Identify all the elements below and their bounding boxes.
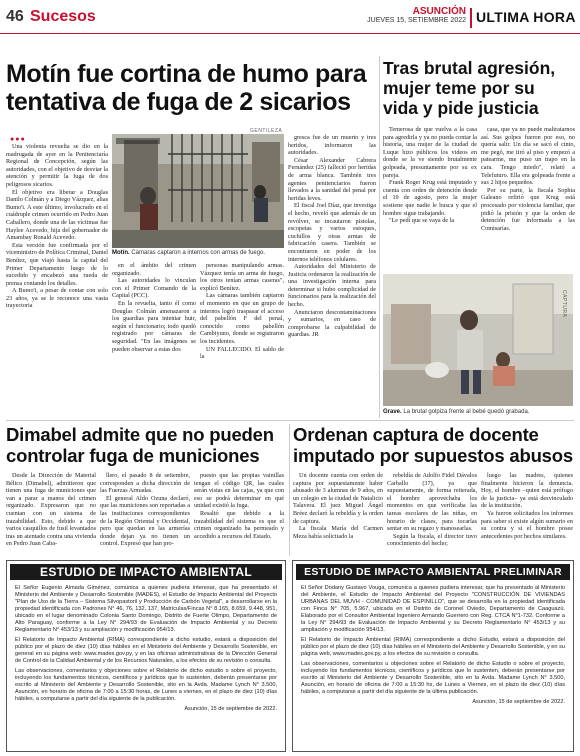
story1-col3-p: UN FALLECIDO. El saldo de la xyxy=(200,345,284,361)
story2-col2-p: casa, que ya no puede maltratarnos así. Sus golpes fueron por eso, no quería salir. Un día se sacó el cinto, me pegó, me tiró al piso y empezó a patearme, me puso un trapo en la cara. Tengo miedo", relató a Telefuturo. Ella era golpeada frente a sus 2 hijos pequeños. xyxy=(481,126,575,187)
story4-headline-line1: Ordenan captura de docente xyxy=(293,424,539,445)
story2-headline-line1: Tras brutal agresión, xyxy=(383,58,556,78)
story1-col4-p: gresca fue de un muerto y tres heridos, informaron las autoridades. xyxy=(288,134,376,157)
notice2-title: ESTUDIO DE IMPACTO AMBIENTAL PRELIMINAR xyxy=(296,564,570,580)
story1-caption xyxy=(112,250,284,256)
story1-col2-p: Las autoridades lo vinculan con el Primer Comando de la Capital (PCC). xyxy=(112,277,196,300)
story1-col4-p: Anunciaron descontaminaciones y sumarios, en caso de comprobarse la culpabilidad de guardias. JR xyxy=(288,308,376,339)
story2-photo-credit: CAPTURA xyxy=(561,290,567,318)
notice2-paragraph: El Señor Dodany Gustavo Vouga, comunica a quienes pudiera interesar, que ha presentado al Ministerio del Ambiente, el Estudio de Impacto Ambiental del Proyecto "CONSTRUCCIÓN DE VIVIENDAS URBANAS DEL MUVH - COMUNIDAD DE ESPINILLO", que se desarrolla en la propiedad identificada con Finca N° 705, 5.967, ubicada en el Distrito de Coronel Oviedo, Departamento de Caaguazú. Elaborado por el Consultor Ambiental Ingeniero Armando Guerrero con Reg. CTCA N°1-732. Conforme a la Ley N° 294/93 de Evaluación de Impacto Ambiental y su Decreto Reglamentario N° 453/13 y su ampliación y modificación 954/13. xyxy=(301,585,565,633)
story3-col1-p: Desde la Dirección de Material Bélico (Dimabel), admitieron que tienen una fuga de municiones que van a parar a manos del crimen organizado. Expresaron que no cuentan con un sistema de trazabilidad. Esto, debido a que varios casquillos de fusil levantados tras un atentado contra una vivienda en Pedro Juan Caba- xyxy=(6,472,96,548)
story4-col3-p: Ya fueron solicitados los informes para saber si existe algún sumario en su contra y si el hombre posee antecedentes por hechos similares. xyxy=(481,509,573,540)
story4-col3-p: luego las madres, quienes finalmente hicieron la denuncia. Hoy, el hombre –quien está prófugo de la justicia– ya está desvinculado de la institución. xyxy=(481,472,573,510)
story1-col4-p: Autoridades del Ministerio de Justicia ordenaron la realización de una investigación interna para determinar si hubo complicidad de funcionarios para la realización del hecho. xyxy=(288,263,376,309)
story3-col2-p: El general Aldo Ozuna declaró, que las municiones son reportadas a las instituciones correspondientes de la Región Oriental y Occidental, pero que quedan en las armerías donde dejan ya no tienen un control. Expresó que han pro- xyxy=(100,494,190,548)
story2-caption-label: Grave. xyxy=(383,409,402,415)
assault-video-image xyxy=(383,274,573,406)
assault-video-photo xyxy=(383,274,573,406)
notice2-footer: Asunción, 15 de septiembre de 2022. xyxy=(472,699,565,705)
story2-headline-line2: mujer teme por su xyxy=(383,78,535,98)
story4-col2-p: rebeldía de Adolfo Fidel Dávalos Carballo (37), ya que supuestamente, de forma reiterada, el hombre aprovechaba los momentos en que verificaba las tareas escolares de las niñas, en horario de clases, para tocarlas sentar en su regazo y manosearlas. xyxy=(387,472,477,533)
issue-date: JUEVES 15, SETIEMBRE 2022 xyxy=(367,17,466,24)
story1-headline xyxy=(6,60,376,116)
story3-col3-p: puesto que las propias vainillas tengan el código QR, las cuales serán vistas en las cajas, ya que con eso se podrá determinar en qué unidad existió la fuga. xyxy=(194,472,284,510)
story1-col2-p: en el ámbito del crimen organizado. xyxy=(112,262,196,277)
story1-col1-p: Esta versión fue confirmada por el viceministro de Política Criminal, Daniel Benítez, que viajó hasta la capital del Primer Departamento luego de lo sucedido y encabezó una rueda de prensa contando los detalles. xyxy=(6,241,108,287)
story2-headline-line3: vida y pide justicia xyxy=(383,98,539,118)
brand-name: ASUNCIÓN xyxy=(412,6,466,17)
section-name: Sucesos xyxy=(30,8,96,25)
story2-col1-p: Temerosa de que vuelva a la casa para agredirla y ya no pueda contar la historia, una mujer de la ciudad de Luque hizo públicos los videos en donde se la ve siendo brutalmente golpeada, presuntamente por su ex pareja. xyxy=(383,126,477,179)
story1-photo-credit: GENTILEZA xyxy=(250,128,283,134)
story1-col2 xyxy=(112,262,196,417)
story1-col1-p: Una violenta revuelta se dio en la madrugada de ayer en la Penitenciaría Regional de Concepción, según las autoridades, con el objetivo de desviar la atención y permitir la fuga de dos peligrosos sicarios. xyxy=(6,143,108,188)
notice1-paragraph: Las observaciones, comentarios y objeciones sobre el Relatorio de dicho estudio o sobre el proyecto, incluyendo los fundamentos técnicos, científicos y jurídicos que lo sustenten, deberán presentarse por escrito al Ministerio del Ambiente y Desarrollo Sostenible, sito en la Avda. Madame Lynch N° 3.500, Asunción, en horario de oficina de 7:00 a 15:30 horas, de Lunes a viernes, en el plazo de diez (10) días hábiles, a computarse a partir del día siguiente de la publicación. xyxy=(15,668,277,702)
masthead xyxy=(0,0,580,34)
impact-study-notice-1 xyxy=(6,560,286,752)
story4-headline-line2: imputado por supuestos abusos xyxy=(293,445,573,466)
story3-headline-line1: Dimabel admite que no pueden xyxy=(6,424,274,445)
prison-cctv-image xyxy=(112,134,284,248)
story1-col3 xyxy=(200,262,284,417)
column-divider xyxy=(289,424,290,556)
story3-col2 xyxy=(100,472,190,556)
story1-col3-p: personas manipulando armas. Vázquez tenía un arma de fuego, los otros tenían armas caseras", explicó Benítez. xyxy=(200,262,284,292)
story1-col1 xyxy=(6,143,108,418)
story1-headline-line2: tentativa de fuga de 2 sicarios xyxy=(6,88,351,116)
story1-caption-label: Motín. xyxy=(112,250,130,256)
story3-headline xyxy=(6,424,288,466)
story2-caption xyxy=(383,409,575,415)
story1-col4-p: El fiscal Joel Díaz, que investiga el hecho, reveló que además de un revólver, se incautaron pistolas, escopetas y varios estoques, cuchillos y otras armas de fabricación casera. También se encontraron en poder de los internos teléfonos celulares. xyxy=(288,202,376,263)
ultima-hora-label: ULTIMA HORA xyxy=(476,9,576,25)
notice1-title: ESTUDIO DE IMPACTO AMBIENTAL xyxy=(10,564,282,580)
story1-col4 xyxy=(288,134,376,417)
story3-col2-p: llero, el pasado 8 de setiembre, corresponden a dicha dirección de las Fuerzas Armadas. xyxy=(100,472,190,495)
story1-headline-line1: Motín fue cortina de humo para xyxy=(6,60,367,88)
story1-caption-text: Cámaras captaron a internos con armas de fuego. xyxy=(129,250,266,256)
story2-col1 xyxy=(383,126,477,271)
story2-col2-p: Por su parte, la fiscala Sophia Galeano refirió que Krug está procesado por violencia familiar, que pidió la prisión y que la orden de detención fue informada a las Comisarías. xyxy=(481,186,575,232)
story4-col1 xyxy=(293,472,383,556)
story3-col1 xyxy=(6,472,96,556)
story1-col2-p: En la revuelta, tanto él como Douglas Colmán amenazaron a los guardias para intentar huir, según el funcionario; todo quedó registrado por cámaras de seguridad. "En las imágenes se pueden observar a estas dos xyxy=(112,299,196,353)
story4-col3 xyxy=(481,472,573,556)
story3-col3 xyxy=(194,472,284,556)
masthead-divider xyxy=(470,8,472,28)
story3-col3-p: Resaltó que debido a la trazabilidad del sistema es que el crimen organizado ha permeado y accedido a recursos del Estado. xyxy=(194,509,284,540)
column-divider xyxy=(379,56,380,418)
impact-study-notice-2 xyxy=(292,560,574,752)
notice1-body xyxy=(15,585,277,747)
notice1-paragraph: El Relatorio de Impacto Ambiental (RIMA) correspondiente a dicho estudio, estará a disposición del público por el plazo de diez (10) días hábiles en el Ministerio del Ambiente y Desarrollo Sostenible, en general en su página web: www.mades.gov.py, y en las oficinas administrativas de la Dirección General de Control de la Calidad Ambiental y de los Recursos Naturales, a los efectos de su revisión o consulta. xyxy=(15,637,277,664)
story1-col1-p: El objetivo era liberar a Douglas Danilo Colmán y a Diego Vázquez, alias Bumo'i. A este último, involucrado en el cuádruple crimen ocurrido en Pedro Juan Caballero, donde una de las víctimas fue Haylee Acevedo, hija del gobernador de Amambay Ronald Acevedo. xyxy=(6,188,108,242)
story1-col4-p: César Alexander Cabrera Fernández (25) falleció por heridas de arma blanca. También tres agentes penitenciarios fueron llevados a la sanidad del penal por heridas leves. xyxy=(288,156,376,202)
story4-col1-p: Un docente cuenta con orden de captura por supuestamente haber abusado de 3 alumnas de 9 años, en un colegio en la ciudad de Natalicio Talavera. El juez Miguel Ángel Bréez declaró la rebeldía y la orden de captura. xyxy=(293,472,383,525)
notice2-paragraph: Las observaciones, comentarios u objeciones sobre el Relatorio de dicho Estudio o sobre el proyecto, incluyendo los fundamentos técnicos, científicos y jurídicos que lo sustenten, deberán presentarse por escrito al Ministerio del Ambiente y Desarrollo Sostenible, sito en la Avda. Madame Lynch N° 3.500, Asunción, en horario de oficina de 7:00 a 15:30 hs, de Lunes a Viernes, en el plazo de diez (10) días hábiles, a computarse a partir del día siguiente de la última publicación. xyxy=(301,661,565,695)
notice2-paragraph: El Relatorio de Impacto Ambiental (RIMA) correspondiente a dicho Estudio, estará a disposición del público por el plazo de diez (10) días hábiles en el Ministerio del Ambiente y Desarrollo Sostenible, y en su página web, www.mades.gov.py, a los efectos de su revisión o consulta. xyxy=(301,637,565,657)
notice1-paragraph: El Señor Eugenio Almada Giménez, comunica a quienes pudiera interesar, que ha presentado el Ministerio del Ambiente y Desarrollo Sostenible (MADES), el Estudio de Impacto Ambiental del Proyecto "Plan de Uso de la Tierra – Sistema Silvopastoril y Producción de Carbón Vegetal", a desarrollarse en la propiedad identificada con Padrones N° 46, 76, 132, 137, Matrículas/Fincas N° 8.165, 8.659, 9.448, 951, ubicado en el lugar denominado Colonia Santo Domingo, Distrito de Fuerte Olimpo, Departamento de Alto Paraguay, conforme a la Ley N° 294/93 de Evaluación de Impacto Ambiental y su Decreto Reglamentario N° 453/13 y su ampliación y modificación 954/13. xyxy=(15,585,277,633)
story2-col1-p: "Le pedí que se vaya de la xyxy=(389,217,455,225)
story1-col3-p: Las cámaras también captaron el momento en que un grupo de internos logró traspasar el acceso del pabellón F del penal, conocido como pabellón Cambiyuno, donde se registraron los incidentes. xyxy=(200,292,284,345)
story4-col1-p: La fiscala María del Carmen Meza había solicitado la xyxy=(293,525,383,540)
prison-cctv-photo xyxy=(112,134,284,248)
story4-col2-p: Según la fiscala, el director tuvo conocimiento del hecho; xyxy=(387,532,477,548)
notice2-body xyxy=(301,585,565,747)
story-marker-dots: ●●● xyxy=(10,135,26,143)
story1-col1-p: A Bumo'i, a pesar de contar con solo 23 años, ya se le reconoce una vasta trayectoria xyxy=(6,287,108,310)
story4-col2 xyxy=(387,472,477,556)
story2-col1-p: Frank Roger Krug está imputado y cuenta con orden de detención desde el 19 de agosto, pero la mujer sostiene que nadie le busca y que el hombre sigue trabajando. xyxy=(383,179,477,217)
story2-col2 xyxy=(481,126,575,271)
story2-caption-text: La brutal golpiza frente al bebé quedó grabada. xyxy=(401,409,530,415)
story3-headline-line2: controlar fuga de municiones xyxy=(6,445,260,466)
story2-headline xyxy=(383,58,575,118)
story4-headline xyxy=(293,424,575,466)
notice1-footer: Asunción, 15 de septiembre de 2022. xyxy=(184,706,277,712)
page-number: 46 xyxy=(6,8,24,25)
section-divider xyxy=(6,420,574,421)
